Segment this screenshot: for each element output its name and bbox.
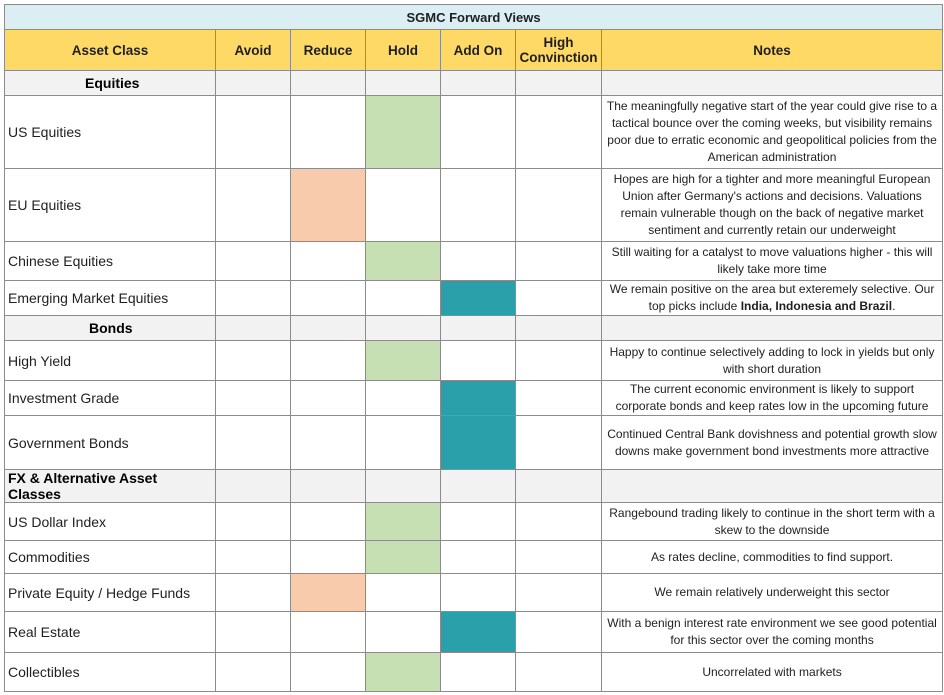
asset-name: Chinese Equities [5,242,216,281]
reduce-cell [291,541,366,574]
high-conviction-cell [516,416,602,470]
high-conviction-cell [516,574,602,612]
avoid-cell [216,503,291,541]
reduce-cell [291,381,366,416]
reduce-cell [291,96,366,169]
avoid-cell [216,416,291,470]
high-conviction-cell [516,341,602,381]
asset-name: Emerging Market Equities [5,281,216,316]
title-row [5,5,943,30]
asset-name: Real Estate [5,612,216,653]
hold-cell [366,381,441,416]
header-asset-class: Asset Class [5,30,216,71]
header-hold: Hold [366,30,441,71]
notes-cell: The meaningfully negative start of the year could give rise to a tactical bounce over the coming weeks, but visibility remains poor due to erratic economic and geopolitical policies from the American administration [602,96,943,169]
asset-name: Private Equity / Hedge Funds [5,574,216,612]
table-row [5,381,943,416]
header-avoid: Avoid [216,30,291,71]
reduce-cell [291,612,366,653]
hold-cell-marked [366,96,441,169]
notes-cell: The current economic environment is likely to support corporate bonds and keep rates low in the upcoming future [602,381,943,416]
table-row [5,96,943,169]
hold-cell-marked [366,541,441,574]
high-conviction-cell [516,169,602,242]
high-conviction-cell [516,242,602,281]
add-on-cell [441,96,516,169]
add-on-cell [441,503,516,541]
high-conviction-cell [516,541,602,574]
header-reduce: Reduce [291,30,366,71]
asset-name: Commodities [5,541,216,574]
table-row [5,503,943,541]
avoid-cell [216,381,291,416]
table-row [5,416,943,470]
table-row [5,169,943,242]
asset-name: Collectibles [5,653,216,692]
avoid-cell [216,541,291,574]
hold-cell-marked [366,653,441,692]
notes-text: We remain positive on the area but exteremely selective. Our top picks include [609,282,935,313]
section-label-bonds: Bonds [5,316,216,341]
add-on-cell-marked [441,612,516,653]
table-row [5,341,943,381]
hold-cell-marked [366,341,441,381]
notes-text-end: . [892,299,896,313]
section-label-fx-alternatives: FX & Alternative Asset Classes [5,470,216,503]
reduce-cell [291,653,366,692]
asset-name: US Equities [5,96,216,169]
table-title: SGMC Forward Views [5,5,943,30]
header-add-on: Add On [441,30,516,71]
avoid-cell [216,612,291,653]
section-row-fx-alternatives [5,470,943,503]
asset-name: Investment Grade [5,381,216,416]
section-row-bonds [5,316,943,341]
add-on-cell [441,242,516,281]
reduce-cell [291,416,366,470]
add-on-cell [441,341,516,381]
hold-cell-marked [366,242,441,281]
notes-cell: We remain relatively underweight this sector [602,574,943,612]
high-conviction-cell [516,503,602,541]
notes-cell: Happy to continue selectively adding to lock in yields but only with short duration [602,341,943,381]
notes-cell: Still waiting for a catalyst to move valuations higher - this will likely take more time [602,242,943,281]
asset-name: EU Equities [5,169,216,242]
notes-bold-text: India, Indonesia and Brazil [740,299,893,313]
table-row [5,612,943,653]
hold-cell [366,416,441,470]
add-on-cell [441,169,516,242]
avoid-cell [216,574,291,612]
avoid-cell [216,242,291,281]
table-row [5,281,943,316]
notes-cell: As rates decline, commodities to find support. [602,541,943,574]
high-conviction-cell [516,96,602,169]
header-row [5,30,943,71]
table-row [5,574,943,612]
add-on-cell [441,653,516,692]
reduce-cell [291,281,366,316]
avoid-cell [216,653,291,692]
reduce-cell-marked [291,574,366,612]
asset-name: Government Bonds [5,416,216,470]
notes-cell [602,281,943,316]
hold-cell-marked [366,503,441,541]
hold-cell [366,612,441,653]
notes-cell: With a benign interest rate environment we see good potential for this sector over the coming months [602,612,943,653]
reduce-cell [291,242,366,281]
header-high-conviction: High Convinction [516,30,602,71]
hold-cell [366,574,441,612]
notes-cell: Rangebound trading likely to continue in the short term with a skew to the downside [602,503,943,541]
high-conviction-cell [516,653,602,692]
header-notes: Notes [602,30,943,71]
add-on-cell [441,541,516,574]
reduce-cell-marked [291,169,366,242]
hold-cell [366,281,441,316]
add-on-cell-marked [441,381,516,416]
add-on-cell-marked [441,416,516,470]
table-row [5,242,943,281]
section-label-equities: Equities [5,71,216,96]
add-on-cell-marked [441,281,516,316]
reduce-cell [291,341,366,381]
avoid-cell [216,96,291,169]
avoid-cell [216,169,291,242]
notes-cell: Hopes are high for a tighter and more meaningful European Union after Germany's actions and decisions. Valuations remain vulnerable though on the back of negative market sentiment and currently retain our underweight [602,169,943,242]
avoid-cell [216,341,291,381]
high-conviction-cell [516,381,602,416]
high-conviction-cell [516,612,602,653]
add-on-cell [441,574,516,612]
table-row [5,653,943,692]
notes-cell: Uncorrelated with markets [602,653,943,692]
reduce-cell [291,503,366,541]
high-conviction-cell [516,281,602,316]
avoid-cell [216,281,291,316]
hold-cell [366,169,441,242]
forward-views-table [4,4,943,692]
table-row [5,541,943,574]
asset-name: High Yield [5,341,216,381]
asset-name: US Dollar Index [5,503,216,541]
section-row-equities [5,71,943,96]
notes-cell: Continued Central Bank dovishness and potential growth slow downs make government bond investments more attractive [602,416,943,470]
